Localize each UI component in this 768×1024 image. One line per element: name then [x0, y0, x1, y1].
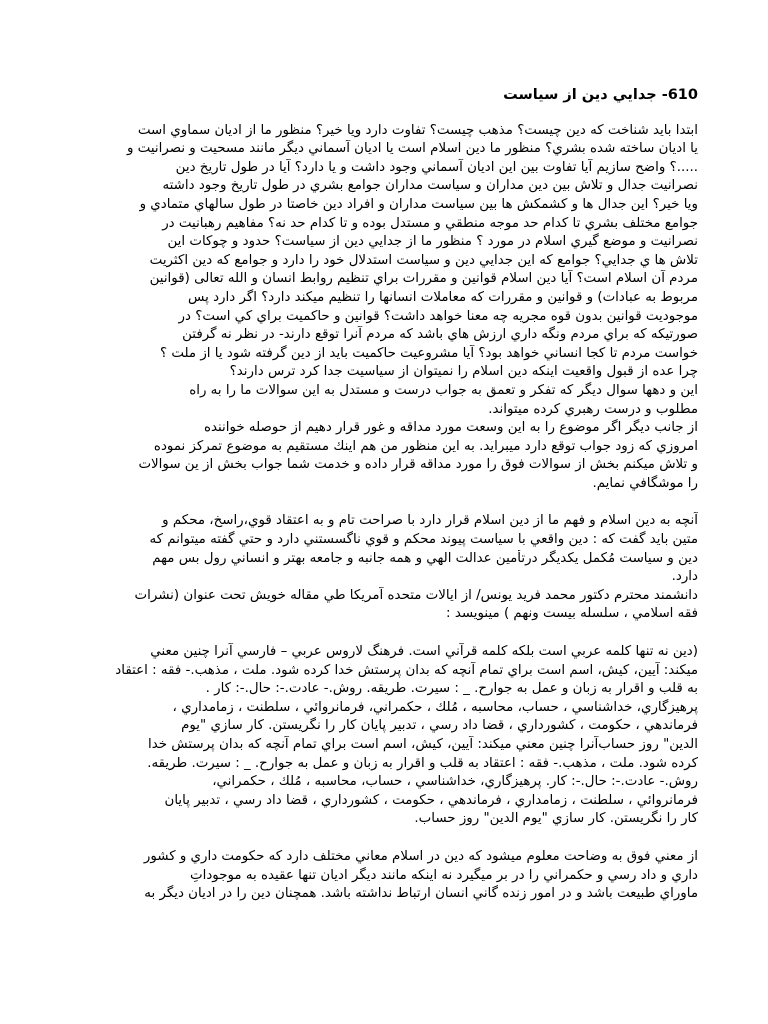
text-line: آنچه به دين اسلام و فهم ما از دين اسلام قرار دارد با صراحت تام و به اعتقاد قوي،راسخ، محكم و: [162, 513, 698, 529]
text-line: ابتدا بايد شناخت كه دين چيست؟ مذهب چيست؟ تفاوت دارد ويا خير؟ منظور ما از اديان سماوي است: [137, 122, 698, 138]
text-line: اين و دهها سوال ديگر كه تفكر و تعمق به جواب درست و مستدل به اين سوالات ما را به راه: [189, 382, 698, 398]
text-line: موجوديت قوانين بدون قوه مجريه چه معنا خواهد داشت؟ قوانين و حاكميت براي كي است؟ در: [178, 308, 698, 324]
text-line: امروزي كه زود جواب توقع دارد ميبرايد. به اين منظور من هم اينك مستقيم به موضوع تمركز نموده: [153, 438, 698, 454]
text-line: دانشمند محترم دكتور محمد فريد يونس/ از ايالات متحده آمريكا طي مقاله خويش تحت عنوان (نشرات: [134, 587, 698, 603]
text-line: ميكند: آيين، كيش، اسم است براي تمام آنچه كه بدان پرستش خدا كرده شود. ملت ، مذهب.- فقه : اعتقاد: [115, 662, 698, 678]
text-line: مطلوب و درست رهبري كرده ميتواند.: [488, 401, 698, 417]
document-title: 610- جدايي دين از سياست: [503, 87, 698, 103]
document-body: [88, 122, 698, 904]
text-line: پرهيزگاري، خداشناسي ، حساب، محاسبه ، مُلك ، حكمراني، فرمانروائي ، سلطنت ، زمامداري ،: [172, 699, 698, 715]
text-line: يا اديان ساخته شده بشري؟ منظور ما دين اسلام است يا اديان آسماني ديگر مانند مسحيت و نصرانيت و: [126, 141, 698, 157]
text-line: روش.- عادت.-: حال.-: كار. پرهيزگاري، خداشناسي ، حساب، محاسبه ، مُلك ، حكمراني،: [212, 774, 698, 790]
text-line: جوامع مختلف بشري تا كدام حد موجه منطقي و مستدل بوده و تا كدام حد نه؟ مفاهيم رهبانيت در: [162, 215, 698, 231]
paragraph: [88, 643, 698, 829]
text-line: را موشگافي نمايم.: [592, 475, 698, 491]
text-line: نصرانيت و موضع گيري اسلام در مورد ؟ منظور ما از جدايي دين از سياست؟ حدود و چوكات اين: [167, 234, 698, 250]
text-line: و تلاش ميكنم بخش از سوالات فوق را مورد مداقه قرار داده و خدمت شما جواب بخش از ين سوالات: [138, 457, 698, 473]
paragraph: [88, 122, 698, 494]
text-line: داري و داد رسي و حكمراني را در بر ميگيرد نه اينكه مانند ديگر اديان تنها عقيده به موجوداتِ: [190, 867, 698, 883]
text-line: متين بايد گفت كه : دين واقعي با سياست پيوند محكم و قوي ناگسستني دارد و حتي گفته ميتوانم كه: [149, 532, 698, 548]
paragraph: [88, 512, 698, 624]
text-line: فرماندهي ، حكومت ، كشورداري ، قضا داد رسي ، تدبير پايان كار را نگريستن. كار سازي "يوم: [181, 718, 698, 734]
text-line: صورتيكه كه براي مردم ونگه داري ارزش هاي باشد كه مردم آنرا توقع دارند- در نظر نه گرفتن: [182, 327, 698, 343]
text-line: چرا عده از قبول واقعيت اينكه دين اسلام را نميتوان از سياسيت جدا كرد ترس دارند؟: [229, 364, 698, 380]
text-line: ماوراي طبيعت باشد و در امور زنده گاني انسان ارتباط نداشته باشد. همچنان دين را در اديان ديگر به: [144, 886, 698, 902]
text-line: از جانب ديگر اگر موضوع را به اين وسعت مورد مداقه و غور قرار دهيم از حوصله خواننده: [203, 420, 698, 436]
text-line: دين و سياست مُكمل يكديگر درتأمين عدالت الهي و همه جانبه و جامعه بهتر و انساني رول بس مهم: [152, 550, 698, 566]
text-line: كار را نگريستن. كار سازي "يوم الدين" روز حساب.: [414, 811, 698, 827]
text-line: تلاش ها ي جدايي؟ جوامع كه اين جدايي دين و سياست استدلال خود را دارد و جوامع كه دين اكثريت: [149, 252, 698, 268]
text-line: فقه اسلامي ، سلسله بيست ونهم ) مينويسد :: [446, 606, 698, 622]
text-line: مربوط به عبادات) و قوانين و مقررات كه معاملات انسانها را تنظيم ميكند دارد؟ اگر دارد پس: [188, 289, 698, 305]
text-line: كرده شود. ملت ، مذهب.- فقه : اعتقاد به قلب و اقرار به زبان و عمل به جوارح. _ : سيرت. طريقه.: [147, 755, 698, 771]
text-line: به قلب و اقرار به زبان و عمل به جوارح. _ : سيرت. طريقه. روش.- عادت.-: حال.-: كار .: [205, 681, 698, 697]
text-line: الدين" روز حساب‌آنرا چنين معني ميكند: آيين، كيش، اسم است براي تمام آنچه كه بدان پرستش خدا: [148, 737, 698, 752]
text-line: مردم آن اسلام است؟ آيا دين اسلام قوانين و مقررات براي تنظيم روابط انسان و الله تعالى (قوانين: [149, 271, 698, 287]
text-line: .....؟ واضح سازيم آيا تفاوت بين اين اديان آسماني وجود داشت و يا دارد؟ آيا در طول تاريخ دين: [175, 159, 698, 175]
paragraph: [88, 848, 698, 904]
text-line: (دين نه تنها كلمه عربي است بلكه كلمه قرآني است. فرهنگ لاروس عربي – فارسي آنرا چنين معني: [150, 644, 698, 660]
text-line: فرمانروائي ، سلطنت ، زمامداري ، فرماندهي ، حكومت ، كشورداري ، قضا داد رسي ، تدبير پايان: [164, 792, 698, 808]
text-line: خواست مردم تا كجا انساني خواهد بود؟ آيا مشروعيت حاكميت بايد از دين گرفته شود يا از ملت ؟: [159, 345, 698, 361]
text-line: از معني فوق به وضاحت معلوم ميشود كه دين در اسلام معاني مختلف دارد كه حكومت داري و كشور: [143, 848, 698, 864]
text-line: دارد.: [671, 569, 698, 585]
text-line: ويا خير؟ اين جدال ها و كشمكش ها بين سياست مداران و افراد دين خاصتا در طول سالهاي متمادي و: [139, 196, 698, 212]
text-line: نصرانيت جدال و تلاش بين دين مداران و سياست مداران جوامع بشري در طول تاريخ وجود داشته: [162, 178, 698, 194]
